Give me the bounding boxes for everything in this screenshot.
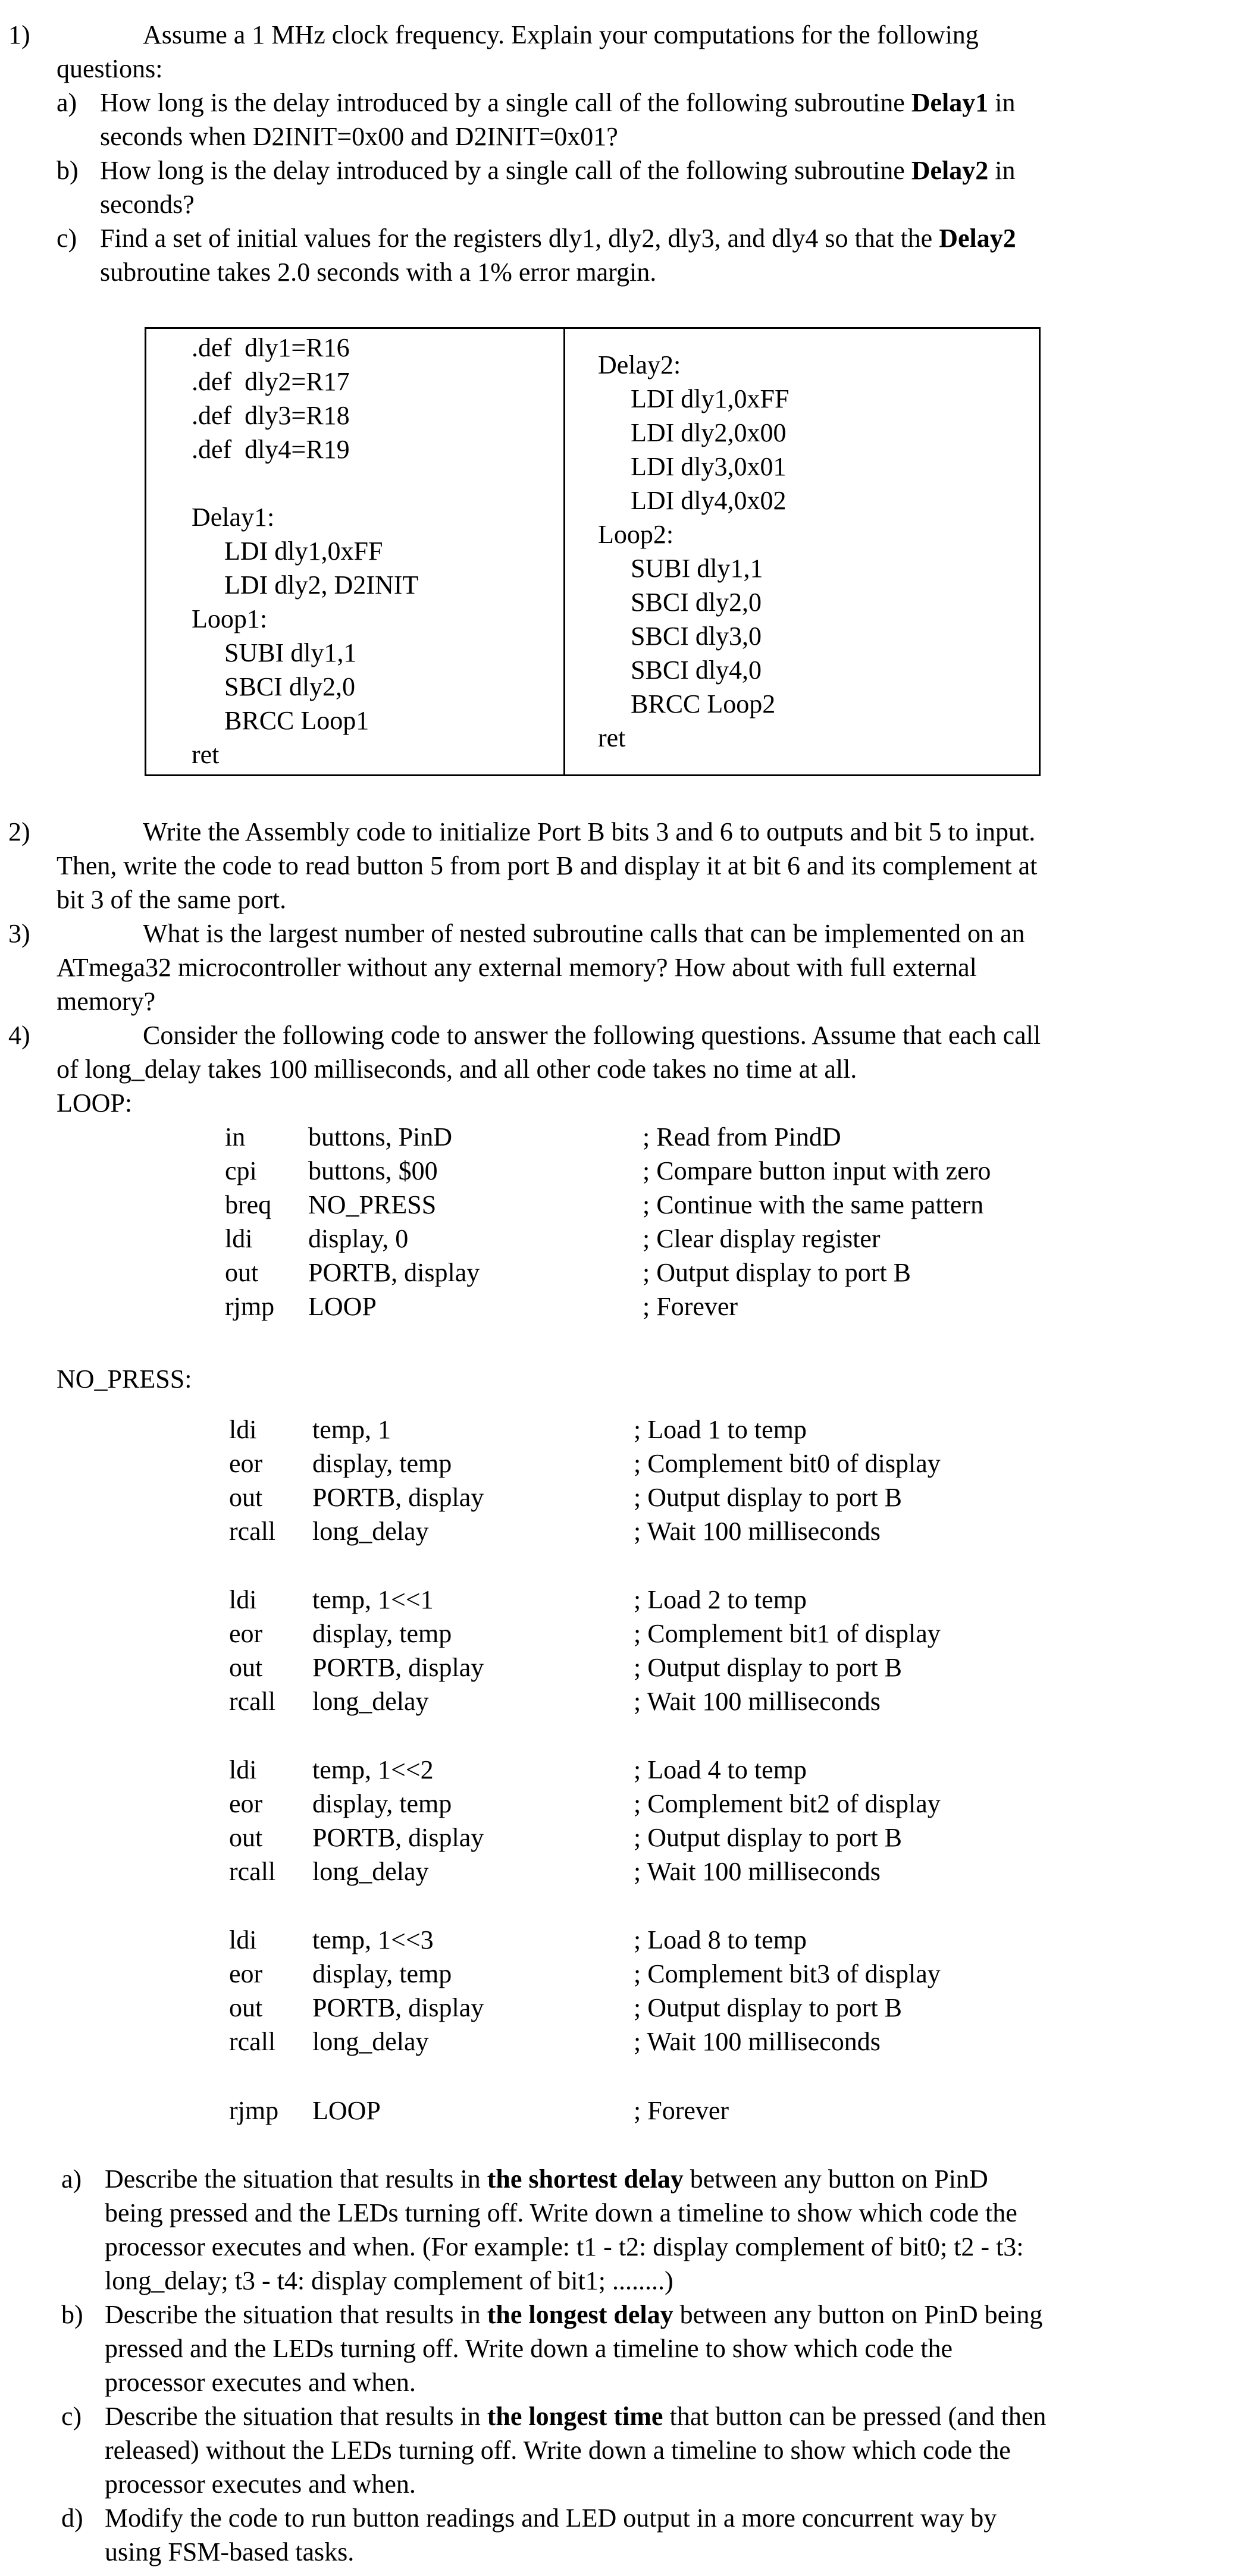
asm-comment: ; Output display to port B: [643, 1258, 911, 1287]
asm-op: eor: [229, 1959, 263, 1988]
asm-comment: ; Forever: [643, 1292, 738, 1321]
asm-args: PORTB, display: [312, 1483, 484, 1512]
code-line: BRCC Loop1: [192, 706, 369, 735]
asm-comment: ; Wait 100 milliseconds: [634, 1517, 881, 1546]
asm-args: PORTB, display: [312, 1823, 484, 1852]
question-1-text-cont: questions:: [57, 54, 163, 83]
asm-comment: ; Load 8 to temp: [634, 1925, 807, 1954]
code-line: .def dly3=R18: [192, 401, 350, 430]
code-line: LDI dly1,0xFF: [192, 536, 383, 566]
part-label: a): [57, 88, 77, 117]
asm-op: rcall: [229, 1517, 276, 1546]
asm-comment: ; Complement bit2 of display: [634, 1789, 941, 1818]
asm-op: ldi: [229, 1755, 257, 1784]
code-table-divider: [563, 327, 565, 776]
question-3-number: 3): [8, 919, 30, 948]
code-line: LDI dly3,0x01: [598, 452, 787, 481]
part-label: b): [57, 156, 79, 185]
part-label: b): [61, 2300, 83, 2329]
asm-op: rcall: [229, 1687, 276, 1716]
asm-args: temp, 1<<1: [312, 1585, 434, 1614]
asm-op: rcall: [229, 2027, 276, 2056]
asm-comment: ; Output display to port B: [634, 1823, 902, 1852]
asm-op: out: [229, 1823, 263, 1852]
code-line: SUBI dly1,1: [598, 554, 763, 583]
loop-label: LOOP:: [57, 1088, 133, 1118]
code-line: .def dly1=R16: [192, 333, 350, 362]
question-2-number: 2): [8, 817, 30, 846]
asm-comment: ; Complement bit3 of display: [634, 1959, 941, 1988]
asm-args: display, temp: [312, 1619, 452, 1648]
asm-op: rcall: [229, 1857, 276, 1886]
question-3-text-cont: memory?: [57, 987, 156, 1016]
part-text: How long is the delay introduced by a single call of the following subroutine Delay2 in: [100, 156, 1016, 185]
asm-comment: ; Forever: [634, 2096, 729, 2125]
asm-op: ldi: [229, 1415, 257, 1444]
part-text: Describe the situation that results in the longest time that button can be pressed (and then: [105, 2402, 1047, 2431]
asm-args: temp, 1: [312, 1415, 391, 1444]
part-text-cont: subroutine takes 2.0 seconds with a 1% error margin.: [100, 258, 657, 287]
part-text-cont: processor executes and when. (For example: t1 - t2: display complement of bit0; t2 - t3:: [105, 2232, 1024, 2261]
asm-op: ldi: [225, 1224, 253, 1253]
code-line: SBCI dly2,0: [192, 672, 356, 701]
part-label: d): [61, 2503, 83, 2533]
asm-op: eor: [229, 1789, 263, 1818]
part-label: a): [61, 2164, 82, 2194]
code-line: ret: [192, 740, 220, 769]
asm-args: display, temp: [312, 1959, 452, 1988]
code-line: ret: [598, 723, 626, 752]
part-text: Find a set of initial values for the registers dly1, dly2, dly3, and dly4 so that the Delay2: [100, 224, 1016, 253]
part-text-cont: released) without the LEDs turning off. Write down a timeline to show which code the: [105, 2436, 1011, 2465]
part-text-cont: being pressed and the LEDs turning off. Write down a timeline to show which code the: [105, 2198, 1017, 2227]
asm-args: buttons, $00: [308, 1156, 438, 1185]
question-1-text: Assume a 1 MHz clock frequency. Explain your computations for the following: [143, 20, 979, 49]
code-line: Delay1:: [192, 503, 275, 532]
asm-op: breq: [225, 1190, 272, 1219]
asm-op: eor: [229, 1619, 263, 1648]
part-text-cont: using FSM-based tasks.: [105, 2537, 355, 2566]
asm-comment: ; Continue with the same pattern: [643, 1190, 984, 1219]
no-press-label: NO_PRESS:: [57, 1364, 192, 1394]
asm-comment: ; Wait 100 milliseconds: [634, 1857, 881, 1886]
asm-args: temp, 1<<2: [312, 1755, 434, 1784]
asm-op: cpi: [225, 1156, 257, 1185]
asm-comment: ; Compare button input with zero: [643, 1156, 991, 1185]
asm-comment: ; Wait 100 milliseconds: [634, 1687, 881, 1716]
question-2-text: Write the Assembly code to initialize Port B bits 3 and 6 to outputs and bit 5 to input.: [143, 817, 1036, 846]
question-3-text: What is the largest number of nested subroutine calls that can be implemented on an: [143, 919, 1025, 948]
question-2-text-cont: Then, write the code to read button 5 from port B and display it at bit 6 and its complement at: [57, 851, 1038, 880]
part-text: Modify the code to run button readings and LED output in a more concurrent way by: [105, 2503, 997, 2533]
question-1-number: 1): [8, 20, 30, 49]
asm-args: LOOP: [308, 1292, 377, 1321]
asm-comment: ; Wait 100 milliseconds: [634, 2027, 881, 2056]
code-line: LDI dly2,0x00: [598, 418, 787, 447]
part-label: c): [61, 2402, 82, 2431]
asm-comment: ; Complement bit0 of display: [634, 1449, 941, 1478]
code-line: SBCI dly2,0: [598, 588, 762, 617]
part-text-cont: pressed and the LEDs turning off. Write down a timeline to show which code the: [105, 2334, 953, 2363]
code-line: SBCI dly3,0: [598, 622, 762, 651]
code-line: Delay2:: [598, 350, 681, 379]
question-4-text: Consider the following code to answer the following questions. Assume that each call: [143, 1021, 1041, 1050]
code-line: SUBI dly1,1: [192, 638, 357, 667]
part-label: c): [57, 224, 77, 253]
code-line: Loop1:: [192, 604, 268, 633]
asm-args: PORTB, display: [308, 1258, 480, 1287]
code-line: .def dly2=R17: [192, 367, 350, 396]
part-text: Describe the situation that results in the longest delay between any button on PinD being: [105, 2300, 1043, 2329]
asm-op: out: [229, 1993, 263, 2022]
part-text-cont: processor executes and when.: [105, 2470, 416, 2499]
asm-comment: ; Output display to port B: [634, 1483, 902, 1512]
asm-comment: ; Load 1 to temp: [634, 1415, 807, 1444]
asm-args: long_delay: [312, 2027, 429, 2056]
asm-comment: ; Load 2 to temp: [634, 1585, 807, 1614]
asm-args: NO_PRESS: [308, 1190, 437, 1219]
code-line: SBCI dly4,0: [598, 655, 762, 685]
part-text-cont: long_delay; t3 - t4: display complement of bit1; ........): [105, 2266, 673, 2295]
asm-comment: ; Output display to port B: [634, 1993, 902, 2022]
code-line: BRCC Loop2: [598, 689, 776, 718]
asm-op: ldi: [229, 1925, 257, 1954]
part-text: How long is the delay introduced by a single call of the following subroutine Delay1 in: [100, 88, 1016, 117]
code-line: LDI dly1,0xFF: [598, 384, 790, 413]
asm-comment: ; Clear display register: [643, 1224, 881, 1253]
code-line: LDI dly2, D2INIT: [192, 570, 419, 600]
asm-args: LOOP: [312, 2096, 381, 2125]
question-4-text-cont: of long_delay takes 100 milliseconds, and all other code takes no time at all.: [57, 1055, 857, 1084]
asm-args: long_delay: [312, 1857, 429, 1886]
asm-comment: ; Complement bit1 of display: [634, 1619, 941, 1648]
asm-args: buttons, PinD: [308, 1122, 453, 1151]
part-text-cont: processor executes and when.: [105, 2368, 416, 2397]
question-4-number: 4): [8, 1021, 30, 1050]
asm-op: rjmp: [225, 1292, 275, 1321]
part-text-cont: seconds when D2INIT=0x00 and D2INIT=0x01?: [100, 122, 618, 151]
asm-args: long_delay: [312, 1517, 429, 1546]
part-text: Describe the situation that results in the shortest delay between any button on PinD: [105, 2164, 988, 2194]
asm-args: PORTB, display: [312, 1653, 484, 1682]
code-line: Loop2:: [598, 520, 674, 549]
asm-op: ldi: [229, 1585, 257, 1614]
asm-args: temp, 1<<3: [312, 1925, 434, 1954]
asm-op: out: [229, 1483, 263, 1512]
asm-comment: ; Read from PindD: [643, 1122, 841, 1151]
code-line: .def dly4=R19: [192, 435, 350, 464]
asm-op: out: [229, 1653, 263, 1682]
asm-args: display, 0: [308, 1224, 409, 1253]
asm-comment: ; Output display to port B: [634, 1653, 902, 1682]
asm-op: rjmp: [229, 2096, 279, 2125]
question-3-text-cont: ATmega32 microcontroller without any external memory? How about with full external: [57, 953, 977, 982]
code-line: LDI dly4,0x02: [598, 486, 787, 515]
asm-args: long_delay: [312, 1687, 429, 1716]
asm-args: display, temp: [312, 1449, 452, 1478]
asm-op: in: [225, 1122, 246, 1151]
asm-args: PORTB, display: [312, 1993, 484, 2022]
part-text-cont: seconds?: [100, 190, 195, 219]
question-2-text-cont: bit 3 of the same port.: [57, 885, 287, 914]
asm-comment: ; Load 4 to temp: [634, 1755, 807, 1784]
asm-op: out: [225, 1258, 259, 1287]
asm-args: display, temp: [312, 1789, 452, 1818]
asm-op: eor: [229, 1449, 263, 1478]
